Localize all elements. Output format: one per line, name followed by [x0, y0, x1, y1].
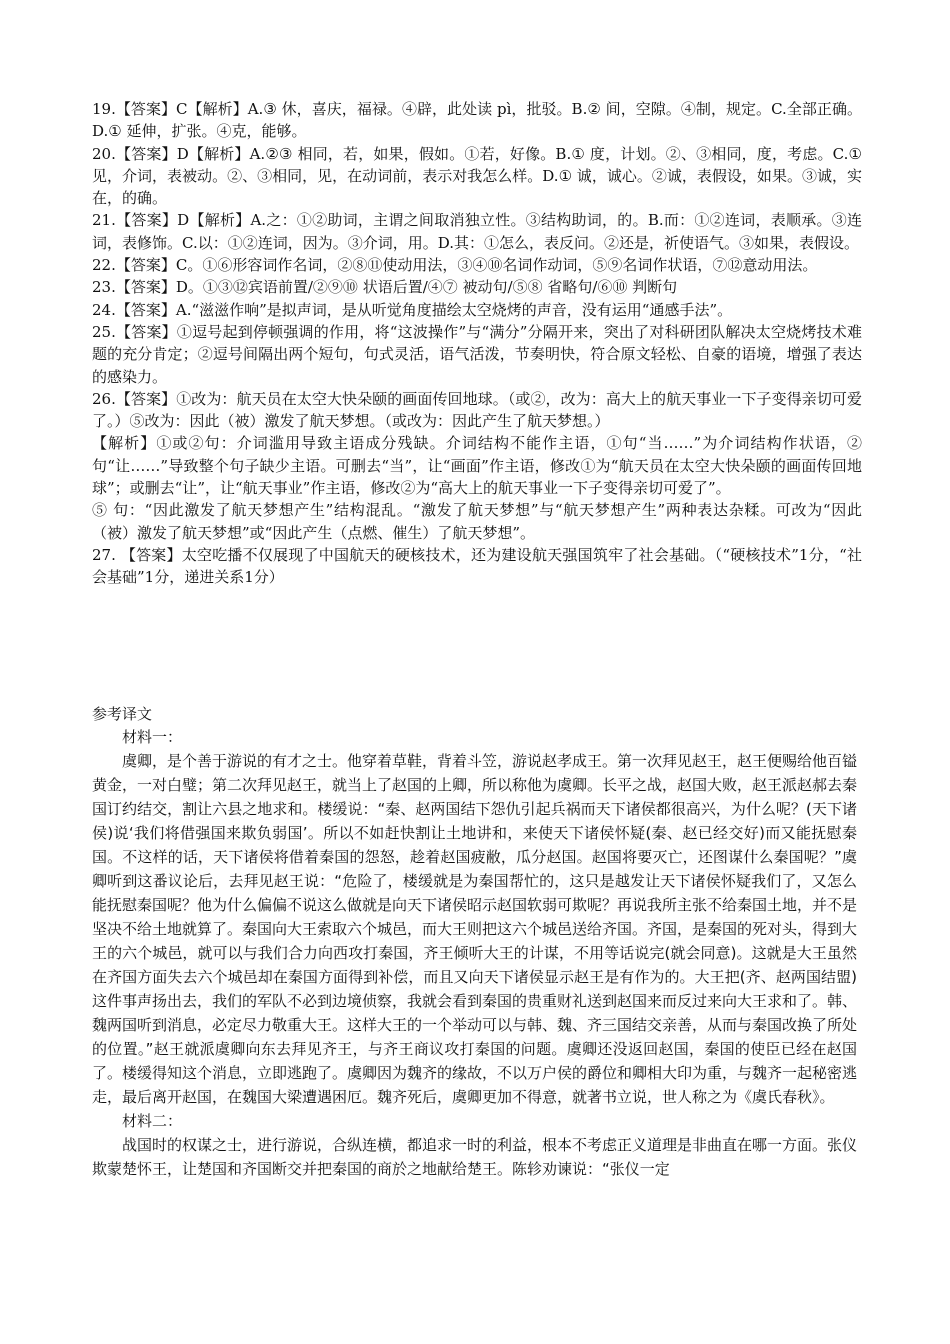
- answer-20: 20.【答案】D【解析】A.②③ 相同，若，如果，假如。①若，好像。B.① 度，计划。②、③相同，度，考虑。C.① 见，介词，表被动。②、③相同，见，在动词前，表示对我怎么样。D.① 诚，诚心。②诚，表假设，如果。③诚，实在，的确。: [92, 144, 862, 208]
- answer-19: 19.【答案】C【解析】A.③ 休，喜庆，福禄。④辟，此处读 pì，批驳。B.② 间，空隙。④制，规定。C.全部正确。D.① 延伸，扩张。④克，能够。: [92, 100, 862, 141]
- material-one-text: 虞卿，是个善于游说的有才之士。他穿着草鞋，背着斗笠，游说赵孝成王。第一次拜见赵王，赵王便赐给他百镒黄金，一对白璧；第二次拜见赵王，就当上了赵国的上卿，所以称他为虞卿。长平之战，赵国大败，赵王派赵郝去秦国订约结交，割让六县之地求和。楼缓说：“秦、赵两国结下怨仇引起兵祸而天下诸侯都很高兴，为什么呢？(天下诸侯)说‘我们将借强国来欺负弱国’。所以不如赶快割让土地讲和，来使天下诸侯怀疑(秦、赵已经交好)而又能抚慰秦国。不这样的话，天下诸侯将借着秦国的怨怒，趁着赵国疲敝，瓜分赵国。赵国将要灭亡，还图谋什么秦国呢？”虞卿听到这番议论后，去拜见赵王说：“危险了，楼缓就是为秦国帮忙的，这只是越发让天下诸侯怀疑我们了，又怎么能抚慰秦国呢？他为什么偏偏不说这么做就是向天下诸侯昭示赵国软弱可欺呢？再说我所主张不给秦国土地，并不是坚决不给土地就算了。秦国向大王索取六个城邑，而大王则把这六个城邑送给齐国。齐国，是秦国的死对头，得到大王的六个城邑，就可以与我们合力向西攻打秦国，齐王倾听大王的计谋，不用等话说完(就会同意)。这就是大王虽然在齐国方面失去六个城邑却在秦国方面得到补偿，而且又向天下诸侯显示赵王是有作为的。大王把(齐、赵两国结盟)这件事声扬出去，我们的军队不必到边境侦察，我就会看到秦国的贵重财礼送到赵国来而反过来向大王求和了。韩、魏两国听到消息，必定尽力敬重大王。这样大王的一个举动可以与韩、魏、齐三国结交亲善，从而与秦国改换了所处的位置。”赵王就派虞卿向东去拜见齐王，与齐王商议攻打秦国的问题。虞卿还没返回赵国，秦国的使臣已经在赵国了。楼缓得知这个消息，立即逃跑了。虞卿因为魏齐的缘故，不以万户侯的爵位和卿相大印为重，与魏齐一起秘密逃走，最后离开赵国，在魏国大梁遭遇困厄。魏齐死后，虞卿更加不得意，就著书立说，世人称之为《虞氏春秋》。: [92, 752, 858, 1106]
- material-two-label: 材料二：: [122, 1112, 183, 1130]
- material-two-text: 战国时的权谋之士，进行游说，合纵连横，都追求一时的利益，根本不考虑正义道理是非曲直在哪一方面。张仪欺蒙楚怀王，让楚国和齐国断交并把秦国的商於之地献给楚王。陈轸劝谏说：“张仪一定: [92, 1136, 858, 1178]
- answer-26: 26.【答案】①改为：航天员在太空大快朵颐的画面传回地球。（或②，改为：高大上的航天事业一下子变得亲切可爱了。）⑤改为：因此（被）激发了航天梦想。（或改为：因此产生了航天梦想。）: [92, 389, 862, 431]
- answer-21: 21.【答案】D【解析】A.之：①②助词，主谓之间取消独立性。③结构助词，的。B.而：①②连词，表顺承。③连词，表修饰。C.以：①②连词，因为。③介词，用。D.其：①怎么，表反问。②还是，祈使语气。③如果，表假设。: [92, 211, 862, 252]
- answer-24: 24.【答案】A.“滋滋作响”是拟声词，是从听觉角度描绘太空烧烤的声音，没有运用“通感手法”。: [92, 300, 733, 319]
- answer-key-section: [92, 98, 862, 589]
- answer-23: 23.【答案】D。①③⑫宾语前置/②⑨⑩ 状语后置/④⑦ 被动句/⑤⑧ 省略句/⑥⑩ 判断句: [92, 278, 678, 297]
- answer-22: 22.【答案】C。①⑥形容词作名词，②⑧⑪使动用法，③④⑩名词作动词，⑤⑨名词作状语，⑦⑫意动用法。: [92, 256, 818, 275]
- answer-26-sentence-5: ⑤ 句：“因此激发了航天梦想产生”结构混乱。“激发了航天梦想”与“航天梦想产生”两种表达杂糅。可改为“因此（被）激发了航天梦想”或“因此产生（点燃、催生）了航天梦想”。: [92, 501, 862, 542]
- answer-25: 25.【答案】①逗号起到停顿强调的作用，将“这波操作”与“满分”分隔开来，突出了对科研团队解决太空烧烤技术难题的充分肯定；②逗号间隔出两个短句，句式灵活，语气活泼，节奏明快，符合原文轻松、自豪的语境，增强了表达的感染力。: [92, 322, 862, 386]
- translation-heading: 参考译文: [92, 705, 153, 723]
- translation-section: [92, 725, 857, 1181]
- answer-26-analysis: 【解析】①或②句：介词滥用导致主语成分残缺。介词结构不能作主语，①句“当……”为介词结构作状语，②句“让……”导致整个句子缺少主语。可删去“当”，让“画面”作主语，修改①为“航天员在太空大快朵颐的画面传回地球”；或删去“让”，让“航天事业”作主语，修改②为“高大上的航天事业一下子变得亲切可爱了”。: [92, 434, 862, 498]
- answer-27: 27. 【答案】太空吃播不仅展现了中国航天的硬核技术，还为建设航天强国筑牢了社会基础。（“硬核技术”1分，“社会基础”1分，递进关系1分）: [92, 545, 862, 587]
- material-one-label: 材料一：: [122, 728, 183, 746]
